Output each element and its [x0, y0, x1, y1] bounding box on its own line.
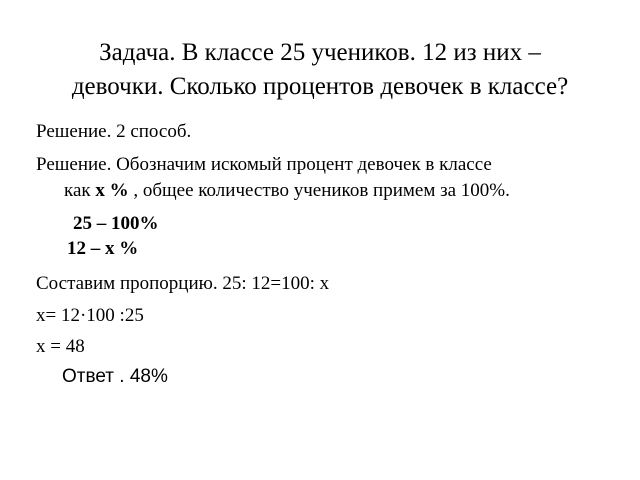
solution-cont-suffix: , общее количество учеников примем за 100%.: [128, 180, 510, 201]
page-title: [20, 36, 620, 104]
proportion-line: Составим пропорцию. 25: 12=100: x: [36, 273, 330, 294]
answer-line: Ответ . 48%: [62, 366, 168, 387]
result-line: x = 48: [36, 336, 85, 357]
solution-continuation: [64, 180, 510, 202]
solution-variable: x %: [95, 180, 129, 201]
calculation-line: x= 12·100 :25: [36, 305, 144, 326]
ratio-line-1: 25 – 100%: [73, 213, 159, 234]
title-line-2: девочки. Сколько процентов девочек в классе?: [71, 73, 569, 100]
title-line-1: Задача. В классе 25 учеников. 12 из них –: [99, 39, 541, 66]
ratio-line-2: 12 – x %: [67, 238, 139, 259]
method-line: Решение. 2 способ.: [36, 121, 192, 142]
solution-intro: Решение. Обозначим искомый процент девочек в классе: [36, 154, 492, 175]
solution-cont-prefix: как: [64, 180, 96, 201]
